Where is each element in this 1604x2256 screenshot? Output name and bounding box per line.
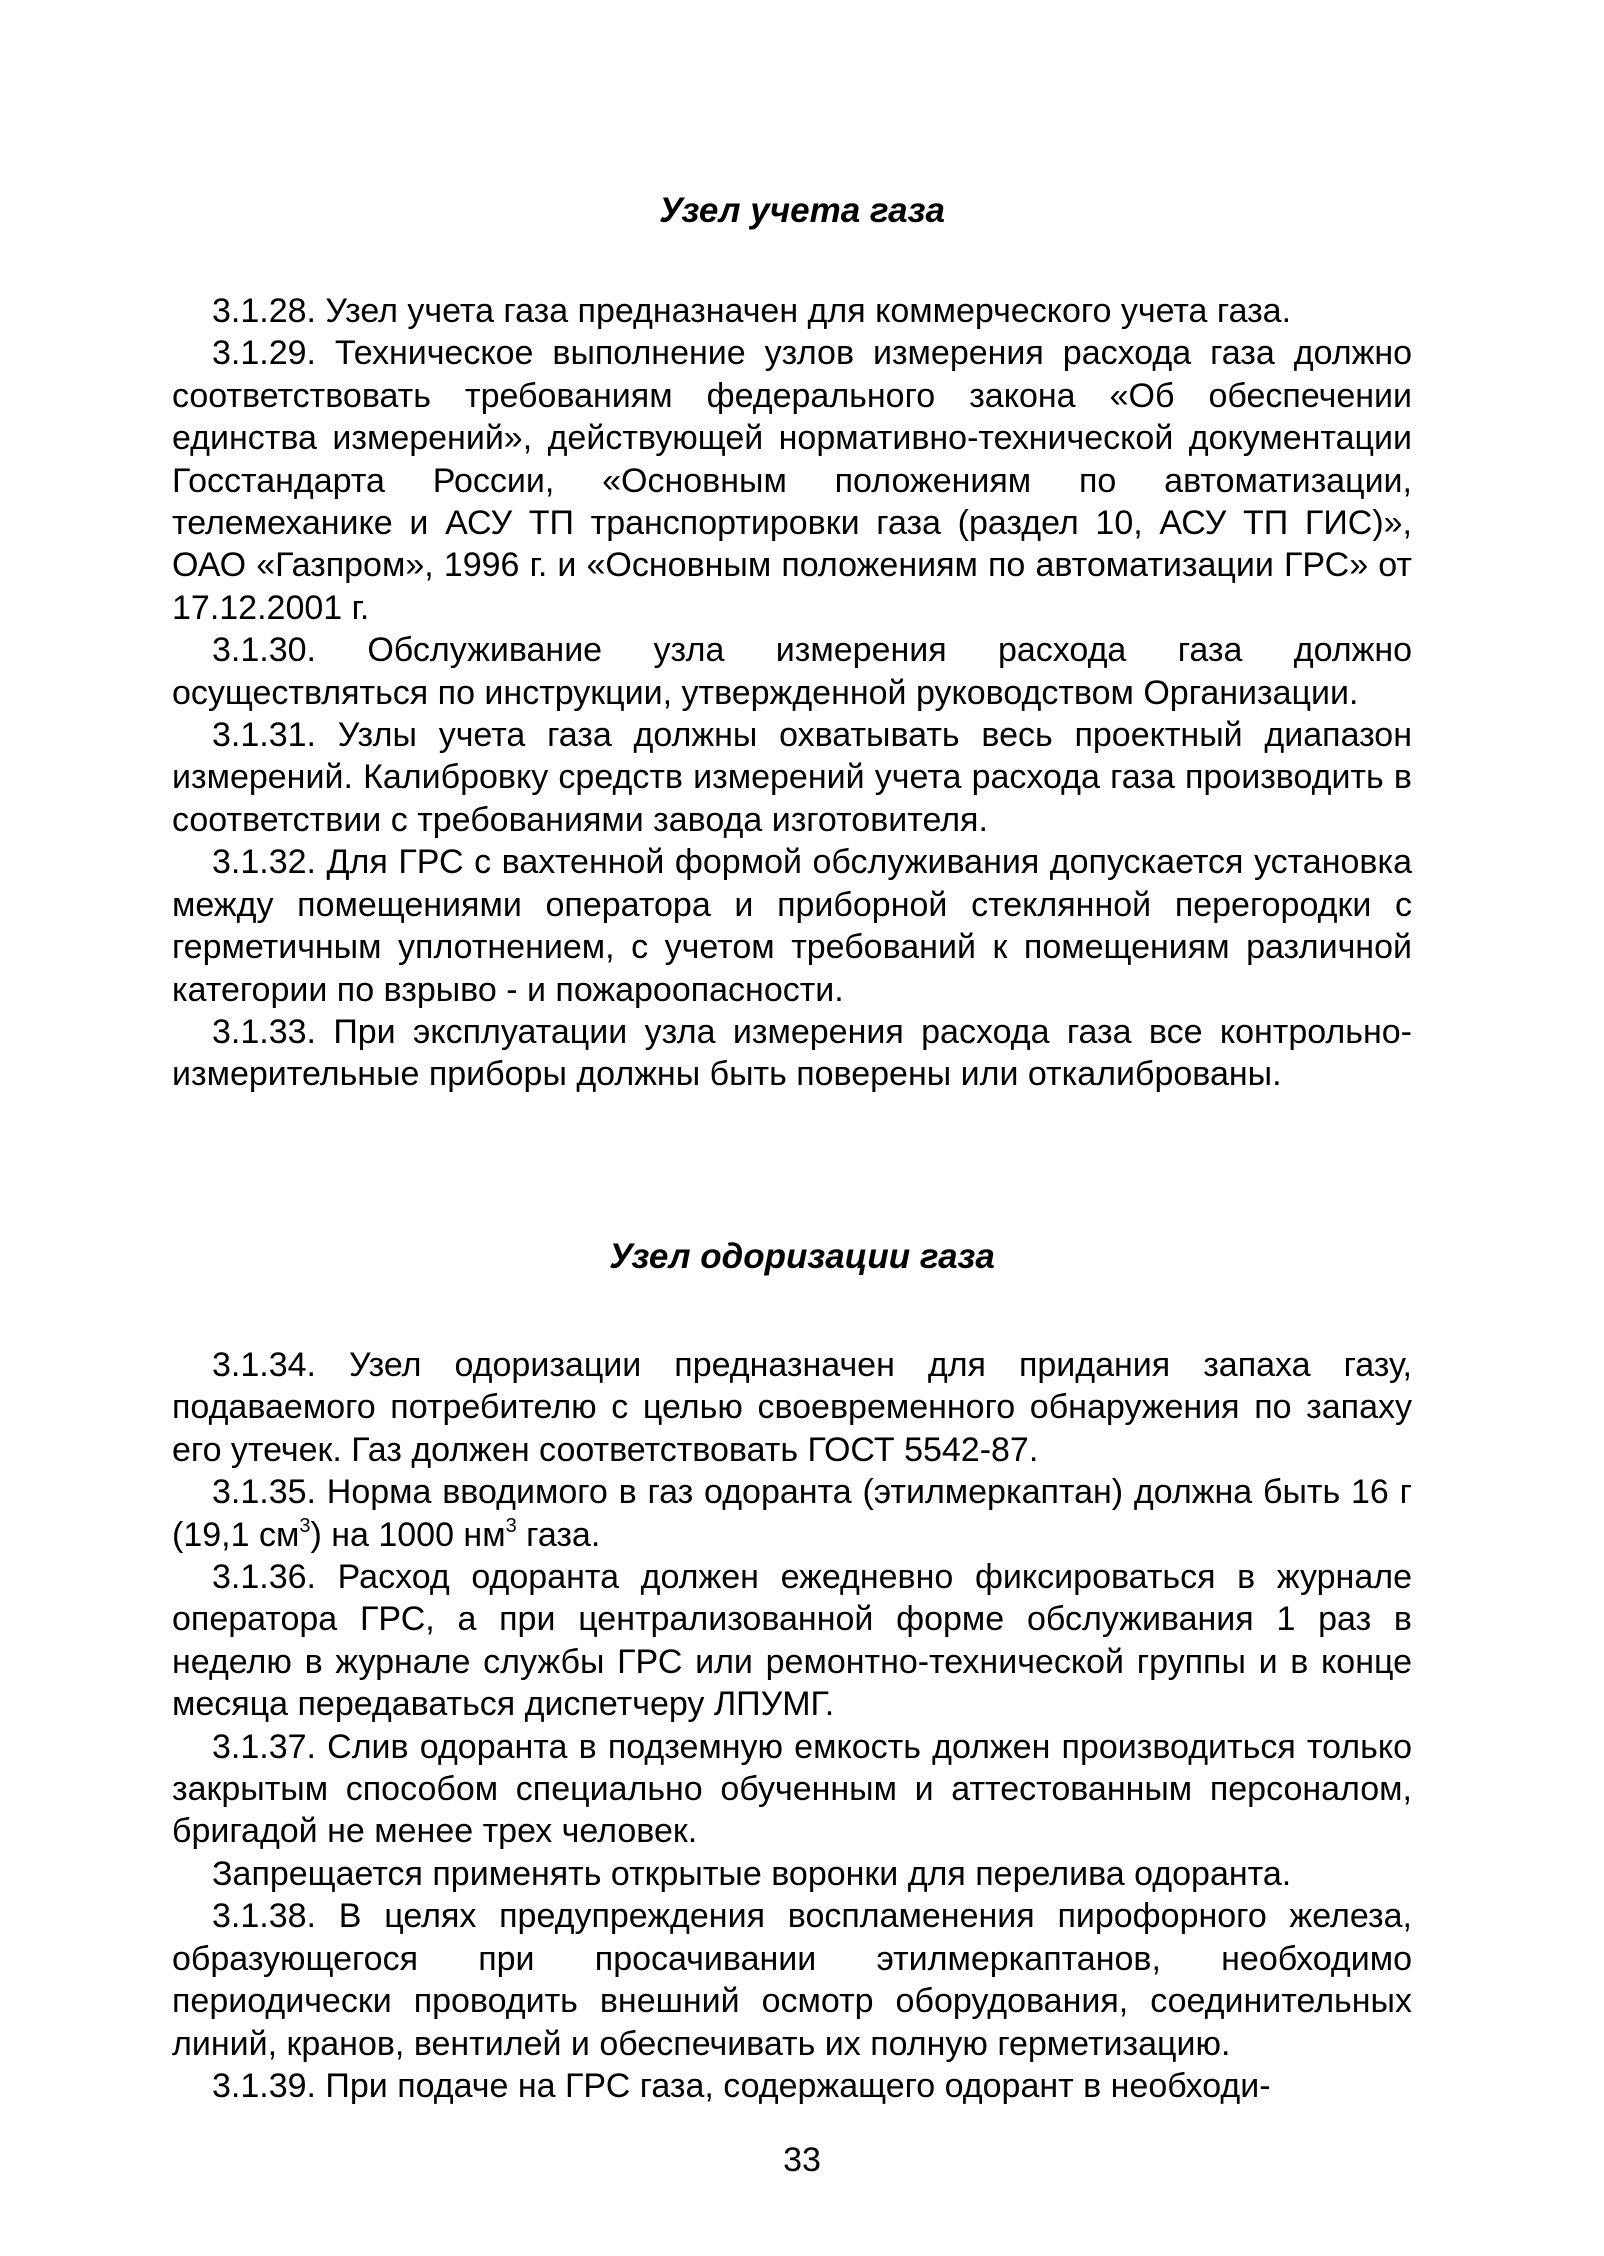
paragraph-3-1-34: 3.1.34. Узел одоризации предназначен для придания запаха газу, подаваемого потребителю с целью своевременного обнаружения по запаху его утечек. Газ должен соответствовать ГОСТ 5542-87. [172,1346,1412,1469]
page-number: 33 [783,2141,821,2179]
section-heading-gas-metering: Узел учета газа [659,191,945,230]
paragraph-3-1-39: 3.1.39. При подаче на ГРС газа, содержащего одорант в необходи- [212,2066,1271,2105]
paragraph-3-1-37-note: Запрещается применять открытые воронки для перелива одоранта. [212,1854,1292,1893]
paragraph-3-1-35 [172,1471,1412,1556]
paragraph-3-1-37: 3.1.37. Слив одоранта в подземную емкость должен производиться только закрытым способом специально обученным и аттестованным персоналом, бригадой не менее трех человек. [172,1727,1412,1851]
paragraph-3-1-36: 3.1.36. Расход одоранта должен ежедневно фиксироваться в журнале оператора ГРС, а при централизованной форме обслуживания 1 раз в неделю в журнале службы ГРС или ремонтно-технической группы и в конце месяца передаваться диспетчеру ЛПУМГ. [172,1558,1412,1724]
paragraph-3-1-31: 3.1.31. Узлы учета газа должны охватывать весь проектный диапазон измерений. Калибровку средств измерений учета расхода газа производить в соответствии с требованиями завода изготовителя. [172,716,1412,839]
section-heading-gas-odorization: Узел одоризации газа [609,1237,995,1276]
cubic-superscript-2: 3 [505,1514,517,1537]
paragraph-3-1-35-text-1: 3.1.35. Норма вводимого в газ одоранта (этилмеркаптан) должна быть 16 г (19,1 см [172,1473,1412,1554]
paragraph-3-1-35-text-3: газа. [516,1515,601,1554]
paragraph-3-1-38: 3.1.38. В целях предупреждения воспламенения пирофорного железа, образующегося при просачивании этилмеркаптанов, необходимо периодически проводить внешний осмотр оборудования, соединительных линий, кранов, вентилей и обеспечивать их полную герметизацию. [172,1897,1412,2063]
paragraph-3-1-32: 3.1.32. Для ГРС с вахтенной формой обслуживания допускается установка между помещениями оператора и приборной стеклянной перегородки с герметичным уплотнением, с учетом требований к помещениям различной категории по взрыво - и пожароопасности. [172,843,1412,1009]
paragraph-3-1-33: 3.1.33. При эксплуатации узла измерения расхода газа все контрольно-измерительные приборы должны быть поверены или откалиброваны. [172,1012,1412,1094]
paragraph-3-1-28: 3.1.28. Узел учета газа предназначен для коммерческого учета газа. [212,292,1292,330]
paragraph-3-1-30: 3.1.30. Обслуживание узла измерения расхода газа должно осуществляться по инструкции, утвержденной руководством Организации. [172,631,1412,712]
section-gas-metering [172,290,1412,1096]
paragraph-3-1-35-text-2: ) на 1000 нм [310,1515,506,1554]
paragraph-3-1-29: 3.1.29. Техническое выполнение узлов измерения расхода газа должно соответствовать требованиям федерального закона «Об обеспечении единства измерений», действующей нормативно-технической документации Госстандарта России, «Основным положениям по автоматизации, телемеханике и АСУ ТП транспортировки газа (раздел 10, АСУ ТП ГИС)», ОАО «Газпром», 1996 г. и «Основным положениям по автоматизации ГРС» от 17.12.2001 г. [172,334,1412,627]
section-gas-odorization [172,1344,1412,2107]
cubic-superscript-1: 3 [299,1514,311,1537]
